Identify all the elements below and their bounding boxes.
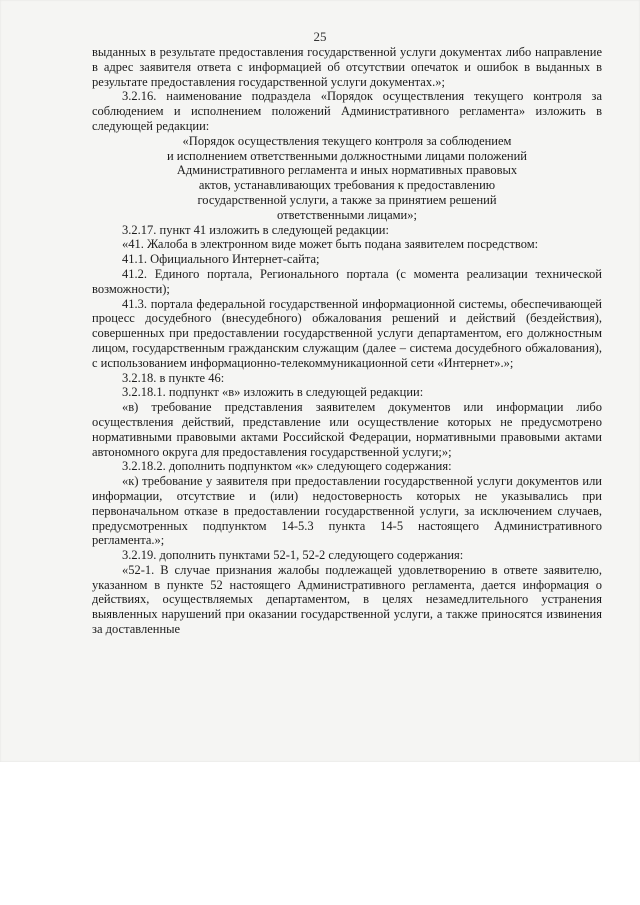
document-body bbox=[92, 45, 602, 637]
paragraph: 3.2.16. наименование подраздела «Порядок осуществления текущего контроля за соблюдением и исполнением положений Административного регламента» изложить в следующей редакции: bbox=[92, 89, 602, 133]
paragraph: 3.2.18.1. подпункт «в» изложить в следующей редакции: bbox=[122, 385, 424, 400]
paragraph: 3.2.17. пункт 41 изложить в следующей редакции: bbox=[122, 222, 389, 237]
paragraph: 41.2. Единого портала, Регионального портала (с момента реализации технической возможности); bbox=[92, 266, 602, 296]
heading-line: и исполнением ответственными должностными лицами положений bbox=[166, 148, 528, 163]
centered-heading bbox=[92, 134, 602, 223]
paragraph: выданных в результате предоставления государственной услуги документах либо направление в адрес заявителя ответа с информацией об отсутствии опечаток и ошибок в выданных в результате предоставления государственной услуги документах.»; bbox=[92, 45, 602, 89]
paragraph: «к) требование у заявителя при предоставлении государственной услуги документов или информации, отсутствие и (или) недостоверность которых не указывались при первоначальном отказе в предоставлении государственной услуги, за исключением случаев, предусмотренных подпунктом 14-5.3 пункта 14-5 настоящего Административного регламента.»; bbox=[92, 474, 602, 548]
heading-line: актов, устанавливающих требования к предоставлению bbox=[198, 178, 496, 193]
paragraph: «52-1. В случае признания жалобы подлежащей удовлетворению в ответе заявителю, указанном в пункте 52 настоящего Административного регламента, дается информация о действиях, осуществляемых департаментом, в целях незамедлительного устранения выявленных нарушений при оказании государственной услуги, а также приносятся извинения за доставленные bbox=[92, 562, 602, 637]
heading-line: «Порядок осуществления текущего контроля за соблюдением bbox=[182, 133, 512, 148]
page-number: 25 bbox=[313, 29, 327, 44]
heading-line: ответственными лицами»; bbox=[277, 207, 417, 222]
paragraph: 3.2.18.2. дополнить подпунктом «к» следующего содержания: bbox=[122, 459, 452, 474]
paragraph: 41.1. Официального Интернет-сайта; bbox=[122, 252, 320, 267]
paragraph: 41.3. портала федеральной государственной информационной системы, обеспечивающей процесс досудебного (внесудебного) обжалования решений и действий (бездействия), совершенных при предоставлении государственной услуги департаментом, его должностным лицом, государственным гражданским служащим (далее – система досудебного обжалования), с использованием информационно-телекоммуникационной сети «Интернет».»; bbox=[92, 296, 602, 370]
paragraph: «41. Жалоба в электронном виде может быть подана заявителем посредством: bbox=[122, 237, 539, 252]
paragraph: 3.2.18. в пункте 46: bbox=[122, 370, 225, 385]
heading-line: государственной услуги, а также за принятием решений bbox=[197, 192, 497, 207]
heading-line: Административного регламента и иных нормативных правовых bbox=[176, 163, 518, 178]
blank-area bbox=[0, 762, 640, 905]
paragraph: «в) требование представления заявителем документов или информации либо осуществления действий, представление или осуществление которых не предусмотрено нормативными правовыми актами Российской Федерации, нормативными правовыми актами автономного округа для предоставления государственной услуги;»; bbox=[92, 400, 602, 459]
paragraph: 3.2.19. дополнить пунктами 52-1, 52-2 следующего содержания: bbox=[122, 548, 464, 563]
